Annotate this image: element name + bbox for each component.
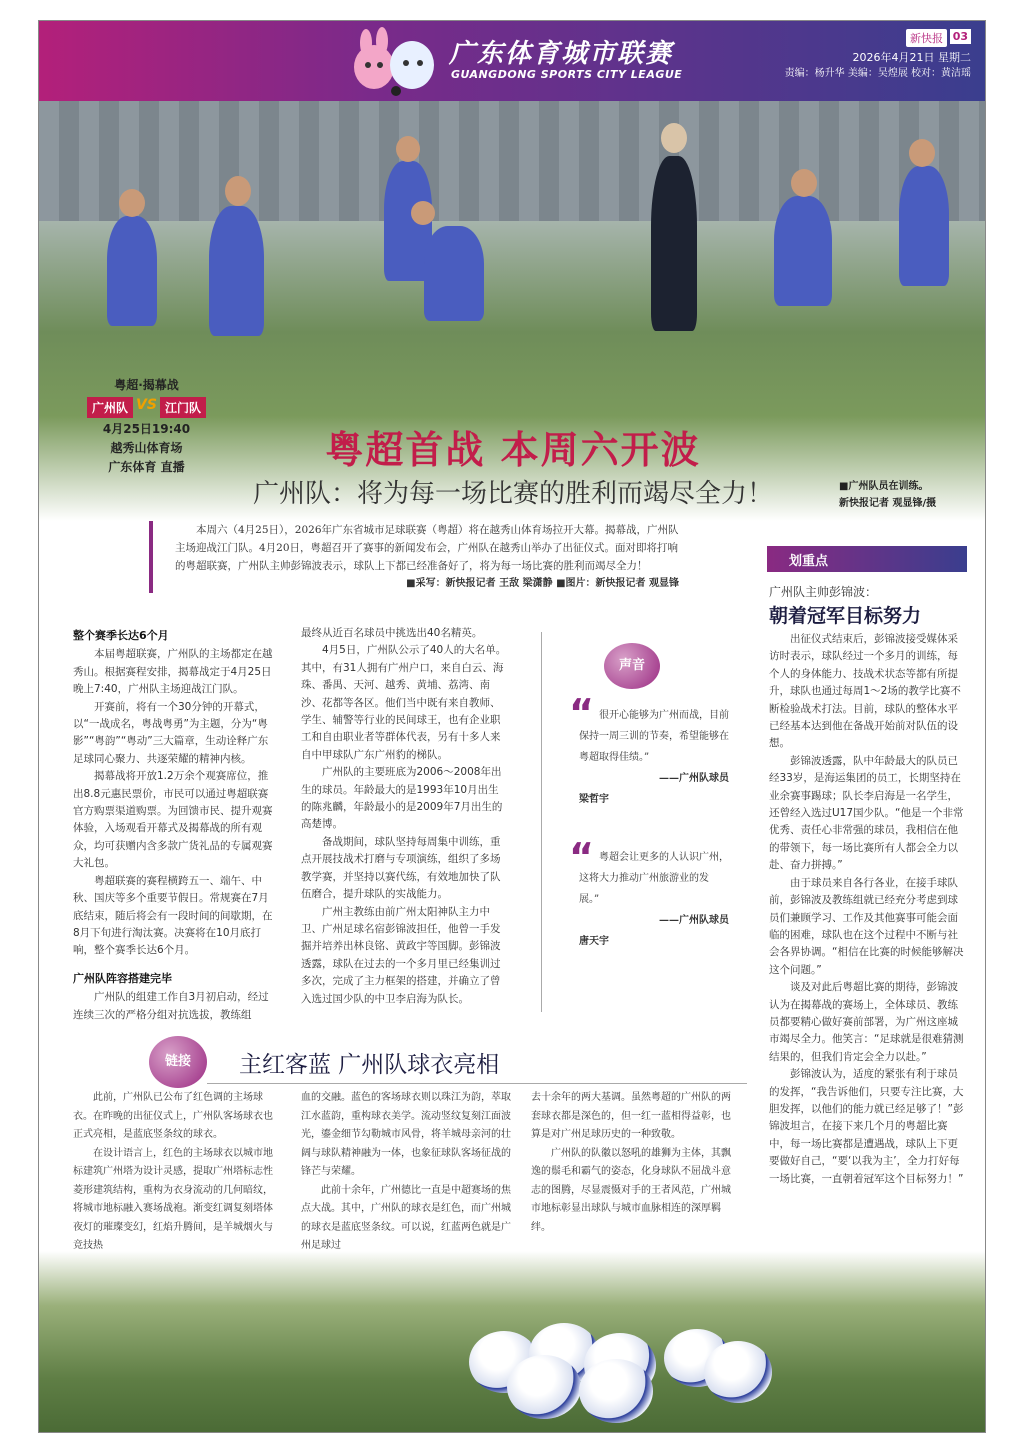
section-heading: 广州队阵容搭建完毕: [73, 971, 172, 985]
section-title: 广东体育城市联赛: [449, 39, 674, 69]
link-column-3: [531, 1089, 736, 1237]
coach-figure: [651, 156, 697, 331]
publication-name: 新快报: [906, 29, 947, 47]
player-head: [119, 189, 145, 217]
player-figure: [899, 166, 949, 286]
football-icon: [579, 1359, 653, 1423]
paragraph: 备战期间，球队坚持每周集中训练，重点开展技战术打磨与专项演练，组织了多场教学赛，并坚持以赛代练，有效地加快了队伍磨合，提升球队的实战能力。: [301, 835, 501, 901]
focus-column: [769, 631, 965, 1188]
quote-name: 唐天宇: [579, 936, 609, 947]
quote-mark-icon: “: [569, 835, 594, 879]
dateline: 2026年4月21日 星期二: [852, 51, 971, 64]
page-header: [39, 21, 986, 101]
player-head: [225, 176, 251, 206]
link-column-1: [73, 1089, 273, 1256]
paragraph: 4月5日，广州队公示了40人的大名单。其中，有31人拥有广州户口，来自白云、海珠、番禺、天河、越秀、黄埔、荔湾、南沙、花都等各区。他们当中既有来自教师、学生、辅警等行业的民间球王，也有企业职工和自由职业者等群体代表，另有十多人来自中甲球队广东广州豹的梯队。: [301, 644, 507, 761]
paragraph: 彭锦波认为，适度的紧张有利于球员的发挥，“我告诉他们，只要专注比赛，大胆发挥，以他们的能力就已经足够了！”彭锦波坦言，在接下来几个月的粤超比赛中，每一场比赛都是遭遇战，球队上下更要做好自己，“要‘以我为主’，全力打好每一场比赛，一直朝着冠军这个目标努力！”: [769, 1068, 964, 1185]
article-column-1: [73, 625, 278, 1024]
paragraph: 在设计语言上，红色的主场球衣以城市地标建筑广州塔为设计灵感，提取广州塔标志性菱形建筑结构，重构为衣身流动的几何暗纹，将城市地标融入赛场战袍。渐变红调复刻塔体夜灯的璀璨变幻，红焰升腾间，是羊城烟火与竞技热: [73, 1147, 273, 1251]
link-divider: [207, 1083, 747, 1084]
match-venue: 越秀山体育场: [110, 441, 183, 455]
paragraph: 由于球员来自各行各业，在接手球队前，彭锦波及教练组就已经充分考虑到球员们兼顾学习、工作及其他赛事可能会面临的困难，球队也在这个过程中不断与社会各界协调。“相信在比赛的时候能够解决这个问题。”: [769, 876, 964, 976]
vs-label: VS: [136, 397, 157, 413]
paragraph: 出征仪式结束后，彭锦波接受媒体采访时表示，球队经过一个多月的训练，每个人的身体能力、技战术状态等都有所提升，球队也通过每周1～2场的教学比赛不断检验战术打法。目前，球队的整体水平已经基本达到他在备战开始前对队伍的设想。: [769, 633, 961, 750]
stadium-stands: [39, 101, 986, 221]
photo-caption: [839, 478, 936, 512]
player-figure: [424, 226, 484, 321]
football-icon: [704, 1341, 772, 1403]
paragraph: 彭锦波透露，队中年龄最大的队员已经33岁，是海运集团的员工，长期坚持在业余赛事踢球；队长李启海是一名学生，还曾经入选过U17国少队。“他是一个非常优秀、责任心非常强的球员，我相信在他的带领下，每一场比赛所有人都会全力以赴、奋力拼搏。”: [769, 754, 964, 872]
lead-paragraph: [149, 521, 679, 593]
match-time: 4月25日19:40: [102, 422, 191, 436]
quote-mark-icon: “: [569, 691, 594, 735]
coach-head: [661, 123, 687, 153]
paragraph: 广州主教练由前广州太阳神队主力中卫、广州足球名宿彭锦波担任，他曾一手发掘并培养出林良铭、黄政宇等国脚。彭锦波透露，球队在过去的一个多月里已经集训过多次，完成了主力框架的搭建，并确立了曾入选过国少队的中卫李启海为队长。: [301, 905, 501, 1005]
home-team: 广州队: [87, 397, 133, 418]
quote-attribution: ——广州队球员: [659, 773, 729, 784]
match-league: 粤超·揭幕战: [114, 378, 179, 392]
match-teams: [79, 397, 214, 418]
paragraph: 此前，广州队已公布了红色调的主场球衣。在昨晚的出征仪式上，广州队客场球衣也正式亮相，是蓝底竖条纹的球衣。: [73, 1092, 273, 1140]
column-divider: [541, 632, 542, 1012]
player-head: [411, 201, 435, 225]
mascot-logo: [344, 25, 444, 97]
paragraph: 最终从近百名球员中挑选出40名精英。: [301, 627, 483, 639]
match-broadcast: 广东体育 直播: [108, 460, 185, 474]
paragraph: 此前十余年，广州德比一直是中超赛场的焦点大战。其中，广州队的球衣是红色，而广州城的球衣是蓝底竖条纹。可以说，红蓝两色就是广州足球过: [301, 1184, 511, 1251]
player-quote-2: [579, 847, 729, 952]
player-figure: [774, 196, 832, 306]
paragraph: 广州队的组建工作自3月初启动，经过连续三次的严格分组对抗选拔，教练组: [73, 991, 269, 1021]
quote-text: 粤超会让更多的人认识广州，这将大力推动广州旅游业的发展。”: [579, 852, 729, 905]
paragraph: 去十余年的两大基调。虽然粤超的广州队的两套球衣都是深色的，但一红一蓝相得益彰，也算是对广州足球历史的一种致敬。: [531, 1092, 731, 1140]
page-number: 03: [950, 29, 971, 44]
focus-title: 朝着冠军目标努力: [769, 605, 922, 627]
article-column-2: [301, 625, 509, 1008]
paragraph: 广州队的主要班底为2006～2008年出生的球员。年龄最大的是1993年10月出生的陈兆麟，年龄最小的是2009年7月出生的高楚博。: [301, 766, 503, 831]
paragraph: 开赛前，将有一个30分钟的开幕式，以“一战成名，粤战粤勇”为主题，分为“粤影”“粤韵”“粤动”三大篇章，生动诠释广东足球同心聚力、共逐荣耀的精神内核。: [73, 700, 269, 765]
link-label: 链接: [149, 1036, 207, 1088]
section-title-en: GUANGDONG SPORTS CITY LEAGUE: [451, 68, 683, 81]
player-head: [791, 169, 817, 197]
paragraph: 广州队的队徽以怒吼的雄狮为主体，其飘逸的鬃毛和霸气的姿态，化身球队不屈战斗意志的图腾，尽显震慑对手的王者风范，广州城市地标彰显出球队与城市血脉相连的深厚羁绊。: [531, 1147, 731, 1233]
player-head: [909, 139, 935, 167]
away-team: 江门队: [160, 397, 206, 418]
quote-text: 很开心能够为广州而战，目前保持一周三训的节奏，希望能够在粤超取得佳绩。”: [579, 710, 729, 763]
headline: 粤超首战 本周六开波: [325, 427, 701, 472]
focus-tag: 划重点: [767, 546, 967, 572]
focus-subtitle: 广州队主帅彭锦波：: [769, 585, 878, 599]
voice-label: 声音: [604, 643, 660, 689]
subheadline: 广州队：将为每一场比赛的胜利而竭尽全力！: [252, 479, 773, 509]
link-title: 主红客蓝 广州队球衣亮相: [239, 1052, 500, 1078]
paragraph: 谈及对此后粤超比赛的期待，彭锦波认为在揭幕战的赛场上，全体球员、教练员都要精心做好赛前部署，为广州这座城市竭尽全力。他笑言：“足球就是很难猜测结果的，但我们肯定会全力以赴。”: [769, 981, 964, 1063]
caption-line: ■广州队员在训练。: [839, 481, 929, 492]
caption-credit: 新快报记者 观显锋/摄: [839, 498, 937, 509]
footballs-photo: [39, 1251, 986, 1433]
paragraph: 本届粤超联赛，广州队的主场都定在越秀山。根据赛程安排，揭幕战定于4月25日晚上7:40，广州队主场迎战江门队。: [73, 648, 273, 696]
newspaper-page: [38, 20, 986, 1433]
paragraph: 血的交融。蓝色的客场球衣则以珠江为韵，萃取江水蓝韵，重构球衣美学。流动竖纹复刻江面波光，鎏金细节勾勒城市风骨，将羊城母亲河的壮阔与球队精神融为一体，也象征球队客场征战的锋芒与荣耀。: [301, 1092, 511, 1177]
quote-name: 梁哲宇: [579, 794, 609, 805]
editor-credits: 责编：杨升华 美编：吴煌展 校对：黄洁瑶: [784, 68, 971, 79]
section-heading: 整个赛季长达6个月: [73, 629, 169, 642]
player-quote-1: [579, 705, 729, 810]
player-figure: [107, 216, 157, 326]
quote-attribution: ——广州队球员: [659, 915, 729, 926]
football-icon: [507, 1355, 581, 1419]
paragraph: 揭幕战将开放1.2万余个观赛席位，推出8.8元惠民票价，市民可以通过粤超联赛官方购票渠道购票。为回馈市民、提升观赛体验，入场观看开幕式及揭幕战的所有观众，均可获赠内含多款广货礼品的专属观赛大礼包。: [73, 770, 273, 870]
player-head: [396, 136, 420, 162]
lead-credit: ■采写：新快报记者 王敌 梁潇静 ■图片：新快报记者 观显锋: [406, 578, 679, 589]
paragraph: 粤超联赛的赛程横跨五一、端午、中秋、国庆等多个重要节假日。常规赛在7月底结束，随后将会有一段时间的间歇期，在8月下旬进行淘汰赛。决赛将在10月底打响，整个赛季长达6个月。: [73, 874, 273, 957]
lead-text: 本周六（4月25日），2026年广东省城市足球联赛（粤超）将在越秀山体育场拉开大幕。揭幕战，广州队主场迎战江门队。4月20日，粤超召开了赛事的新闻发布会，广州队在越秀山举办了出征仪式。面对即将打响的粤超联赛，广州队主帅彭锦波表示，球队上下都已经准备好了，将为每一场比赛的胜利而竭尽全力！: [175, 524, 679, 572]
player-figure: [209, 206, 264, 336]
link-column-2: [301, 1089, 511, 1256]
